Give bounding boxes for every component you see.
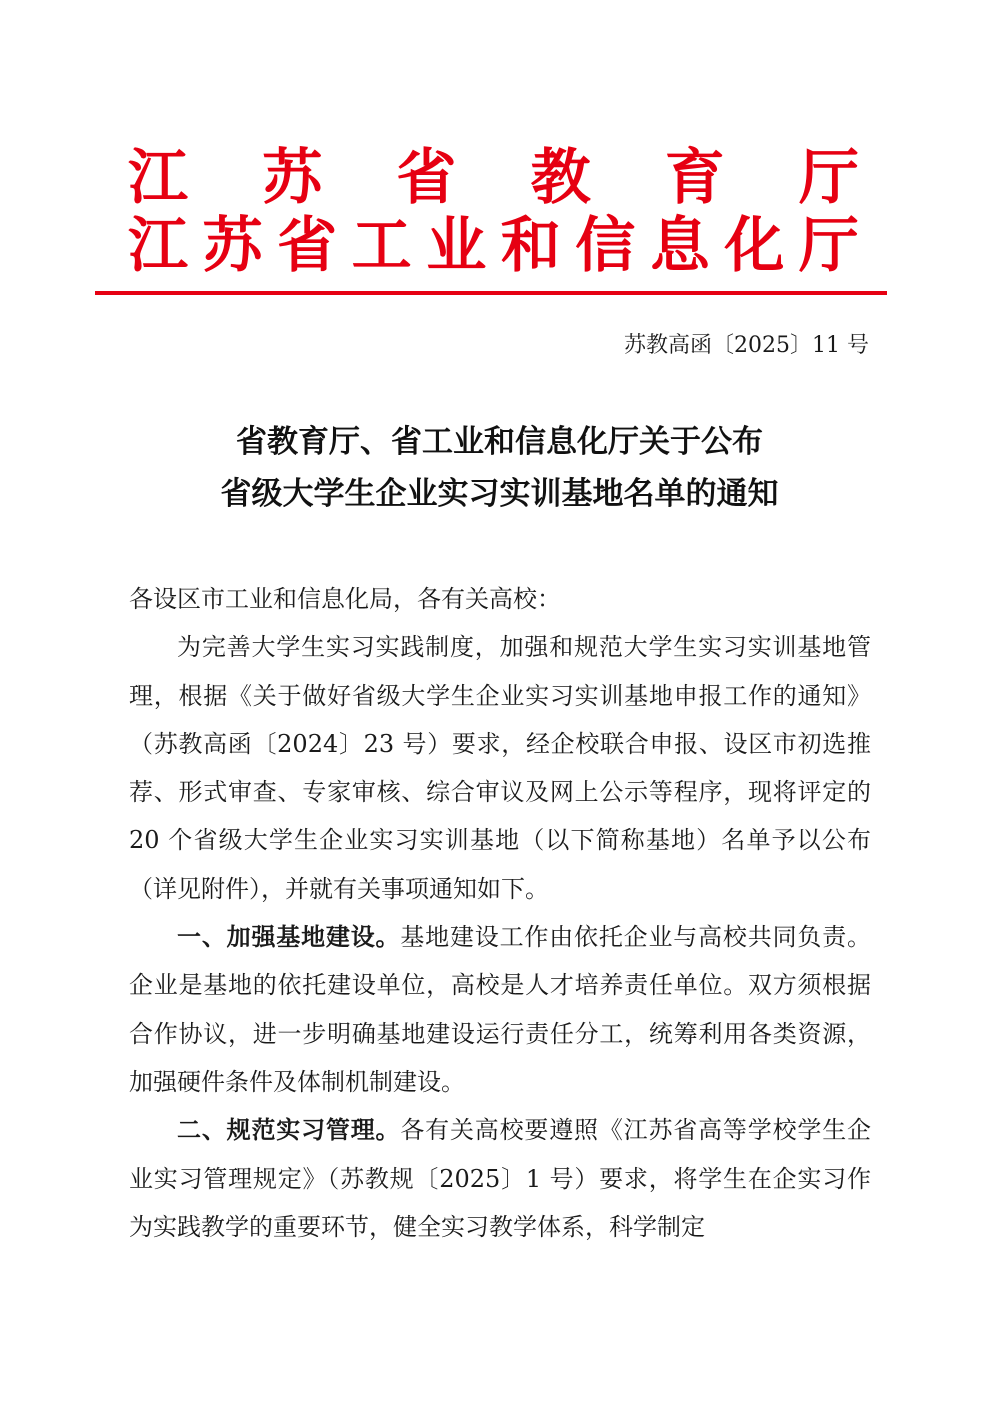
section-1-heading: 一、加强基地建设。 [177, 922, 401, 952]
masthead-char: 江 [128, 211, 188, 281]
title-line-1: 省教育厅、省工业和信息化厅关于公布 [236, 424, 763, 460]
masthead-line-2 [126, 211, 861, 281]
masthead-char: 厅 [798, 211, 859, 281]
masthead-char: 工 [351, 211, 412, 281]
document-body [129, 575, 871, 1251]
section-1-paragraph [129, 913, 871, 1106]
salutation: 各设区市工业和信息化局，各有关高校： [129, 585, 561, 613]
intro-paragraph: 为完善大学生实习实践制度，加强和规范大学生实习实训基地管理，根据《关于做好省级大学生企业实习实训基地申报工作的通知》（苏教高函〔2024〕23 号）要求，经企校联合申报、设区市初选推荐、形式审查、专家审核、综合审议及网上公示等程序，现将评定的 20 个省级大学生企业实习实训基地（以下简称基地）名单予以公布（详见附件），并就有关事项通知如下。 [129, 633, 871, 903]
section-2-heading: 二、规范实习管理。 [177, 1115, 401, 1145]
section-2-paragraph [129, 1106, 871, 1251]
masthead-char: 江 [128, 143, 188, 213]
title-line-2: 省级大学生企业实习实训基地名单的通知 [220, 476, 779, 512]
masthead-char: 育 [664, 143, 725, 213]
masthead-char: 教 [530, 143, 591, 213]
masthead-char: 息 [649, 211, 710, 281]
masthead-char: 省 [277, 211, 338, 281]
red-divider-line [95, 291, 887, 295]
document-number: 苏教高函〔2025〕11 号 [624, 333, 869, 358]
masthead-char: 厅 [798, 143, 859, 213]
masthead-char: 苏 [202, 211, 263, 281]
masthead-line-1 [126, 143, 861, 213]
section-1-text: 基地建设工作由依托企业与高校共同负责。企业是基地的依托建设单位，高校是人才培养责任单位。双方须根据合作协议，进一步明确基地建设运行责任分工，统筹利用各类资源，加强硬件条件及体制机制建设。 [129, 923, 872, 1096]
masthead-char: 苏 [262, 143, 323, 213]
masthead-char: 化 [724, 211, 785, 281]
masthead-char: 业 [426, 211, 487, 281]
section-2-text: 各有关高校要遵照《江苏省高等学校学生企业实习管理规定》（苏教规〔2025〕1 号）要求，将学生在企实习作为实践教学的重要环节，健全实习教学体系，科学制定 [129, 1116, 872, 1241]
masthead-char: 和 [500, 211, 561, 281]
masthead-char: 省 [396, 143, 457, 213]
masthead-char: 信 [575, 211, 636, 281]
